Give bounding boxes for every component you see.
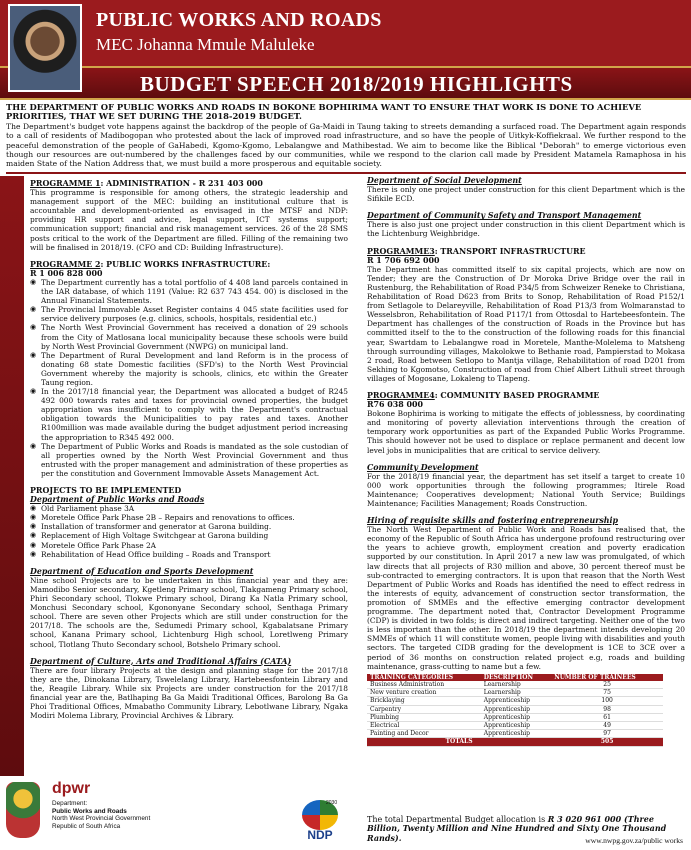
list-item: ◉ The Department of Rural Development and land Reform is in the process of donating 68 state Domestic facilities (SFD's) to the North West Provincial Government whereby the majority is schools, clinics, etc within the Greater Taung region.	[30, 351, 348, 387]
table-header-row	[367, 674, 663, 681]
list-item: ◉ The Department currently has a total portfolio of 4 408 land parcels contained in the IAR database, of which 1191 (Value: R2 637 743 454. 00) is disclosed in the Annual Financial Statements.	[30, 278, 348, 305]
list-item: ◉ The North West Provincial Government has received a donation of 29 schools from the City of Matlosana local municipality because these schools were build by North West Provincial Government (NWPG) on municipal land.	[30, 323, 348, 350]
intro-section	[6, 103, 686, 169]
programme-4-body: Bokone Bophirima is working to mitigate the effects of joblessness, by coordinating and monitoring of poverty alleviation interventions through the creation of temporary work opportunities as part of the Expanded Public Works Programme. This should however not be used to displace or replace permanent and decent low level jobs in municipalities that are critical to service delivery.	[367, 409, 685, 455]
list-item: ◉ The Provincial Immovable Asset Register contains 4 045 state facilities used for service delivery purposes (e.g. clinics, schools, hospitals, residential etc.)	[30, 305, 348, 323]
table-row: Bricklaying Apprenticeship 100	[367, 697, 663, 705]
list-item: ◉ Old Parliament phase 3A	[30, 504, 348, 513]
intro-body: The Department's budget vote happens against the backdrop of the people of Ga-Maidi in Taung taking to streets demanding a surfaced road. The Department again responds to a call of residents of Madibogopan who protested about the lack of improved road infrastructure, and so have the people of Uitkyk-Koffiekraal. We further respond to the peaceful demonstration of the people of GaHabedi, Kgomo-Kgomo, Lebalangwe and Mathibestad. We aim to become like the Biblical "Deborah" to emerge victorious even though our resources are out-numbered by the challenges faced by our communities, while we respond to the clarion call made by President Matamela Ramaphosa in his maiden State of the Nation Address that, we must build a more prosperous and equitable society.	[6, 121, 686, 169]
programme-4-heading: PROGRAMME4: COMMUNITY BASED PROGRAMME	[367, 390, 600, 400]
table-header: DESCRIPTION	[481, 674, 551, 681]
list-item: ◉ The Department of Public Works and Roads is mandated as the sole custodian of all properties owned by the North West Provincial Government and thus entrusted with the proper management and administration of these properties as per the constitution and Government Immovable Assets Management Act.	[30, 442, 348, 478]
dpwr-subheading: Department of Public Works and Roads	[30, 495, 205, 505]
table-row: Electrical Apprenticeship 49	[367, 721, 663, 729]
education-body: Nine school Projects are to be undertaken in this financial year and they are: Mamodibo Senior secondary, Kgetleng Primary school, Tlakgameng Primary school, Phiri Secondary school, Tlokwe Primary school, Dirang Ka Natla Primary school, Monchusi Secondary school, Kgononyane Secondary school, Senthaga Primary school. There are seven other Projects which are still under construction for the 2017/18. The schools are the, Sedumedi Primary school, Kgabalatsane Primary school, Kanana Primary school, Lichtenburg High school, Loretlweng Primary school, Tlotlang Thuto Secondary school, Botshelo Primary school.	[30, 575, 348, 649]
education-subheading: Department of Education and Sports Development	[30, 566, 254, 576]
table-row: Carpentry Apprenticeship 98	[367, 705, 663, 713]
department-logo-block	[6, 780, 206, 844]
social-body: There is only one project under construction for this client Department which is the Sifikile ECD.	[367, 185, 685, 204]
coat-of-arms-icon	[6, 782, 40, 838]
dpwr-logo: dpwr	[52, 780, 91, 797]
ndp-label: NDP	[307, 828, 333, 842]
list-item: ◉ Moretele Office Park Phase 2A	[30, 541, 348, 550]
cata-subheading: Department of Culture, Arts and Traditional Affairs (CATA)	[30, 656, 292, 666]
table-header: NUMBER OF TRAINEES	[551, 674, 663, 681]
left-red-strip	[0, 176, 24, 776]
table-row: New venture creation Learnership 75	[367, 689, 663, 697]
website-link[interactable]: www.nwpg.gov.za/public works	[585, 836, 683, 845]
dpwr-list	[30, 504, 348, 559]
mec-name: MEC Johanna Mmule Maluleke	[96, 35, 315, 54]
ndp-logo	[300, 800, 340, 844]
list-item: ◉ Moretele Office Park Phase 2B – Repairs and renovations to offices.	[30, 513, 348, 522]
hiring-subheading: Hiring of requisite skills and fostering entrepreneurship	[367, 516, 619, 526]
safety-subheading: Department of Community Safety and Transport Management	[367, 211, 642, 221]
social-subheading: Department of Social Development	[367, 176, 522, 185]
community-subheading: Community Development	[367, 462, 479, 472]
cata-body: There are four library Projects at the design and planning stage for the 2017/18 they are the, Dinokana Library, Tswelelang Library, Hartebeesfontein Library and the, Reagile Library. While six Projects are under construction for the 2017/18 financial year are the, Batlhaping Ba Ga Maidi Traditional Offices, Barolong Ba Ga Phoi Traditional Offices, Mmabatho Community Library, Lebotlwane Library, Ngaka Modiri Molema Library, Provincial Archives & Library.	[30, 665, 348, 721]
safety-body: There is also just one project under construction in this client Department which is the Lichtenburg Weighbridge.	[367, 220, 685, 239]
programme-1-heading: PROGRAMME 1: ADMINISTRATION - R 231 403 000	[30, 179, 263, 188]
programme-2-amount: R 1 006 828 000	[30, 268, 103, 278]
ndp-year: 2030	[326, 800, 338, 806]
budget-total: The total Departmental Budget allocation is R 3 020 961 000 (Three Billion, Twenty Million and Nine Hundred and Sixty One Thousand Rands).	[367, 814, 667, 843]
left-column	[30, 176, 348, 720]
programme-1-body: This programme is responsible for among others, the strategic leadership and management support of the MEC: building an institutional culture that is accountable and development-oriented as envisaged in the MTSF and NDP: providing HR support and advice, legal support, ICT systems support; communication support; financial and risk management services. 26 of the 28 SMS posts critical to the work of the Department are filled. Filling of the remaining two will be finalised in 2018/19. (CFO and CD: Building Infrastructure).	[30, 188, 348, 252]
community-body: For the 2018/19 financial year, the department has set itself a target to create 10 000 work opportunities through the following programmes; Itirele Road Maintenance; Cooperatives development; National Youth Service; Buildings Maintenance; Facilities Management; Roads Construction.	[367, 471, 685, 508]
highlights-title: BUDGET SPEECH 2018/2019 HIGHLIGHTS	[140, 72, 573, 96]
highlights-band	[0, 66, 691, 100]
programme-3-heading: PROGRAMME3: TRANSPORT INFRASTRUCTURE	[367, 246, 586, 256]
list-item: ◉ Replacement of High Voltage Switchgear at Garona building	[30, 531, 348, 540]
programme-2-list	[30, 278, 348, 478]
training-table	[367, 674, 663, 747]
divider	[6, 172, 686, 174]
list-item: ◉ In the 2017/18 financial year, the Department was allocated a budget of R245 492 000 towards rates and taxes for provincial owned properties, the budget appropriation was insufficient to comply with the Department's contractual obligation towards the Municipalities to pay rates and taxes. Another R100million was made available during the budget adjustment period increasing the appropriation to R345 492 000.	[30, 387, 348, 442]
list-item: ◉ Installation of transformer and generator at Garona building.	[30, 522, 348, 531]
right-column	[367, 176, 685, 747]
list-item: ◉ Rehabilitation of Head Office building – Roads and Transport	[30, 550, 348, 559]
department-title: PUBLIC WORKS AND ROADS	[96, 9, 382, 31]
programme-3-body: The Department has committed itself to six capital projects, which are now on Tender; they are the Construction of Dr Moroka Drive Bridge over the rail in Rustenburg, the Rehabilitation of Road P34/5 from Schweizer Reneke to Christiana, Rehabilitation of Road D623 from Brits to Sonop, Rehabilitation of Road P152/1 from Setlagole to Delareyville, Rehabilitation of Road P13/3 from Wolmaranstad to Wesselsbron, Rehabilitation of Road P117/1 from Ottosdal to Hartebeesfontein. The Department has challenges of the construction of Roads in the Province but has committed itself to the to the construction of the following roads for this financial year, Swartdam to Lebalangwe road in Moretele, Manthe-Molelema to Matsheng through surrounding villages, Makolokwe to Bethanie road, Pampierstad to Mokasa 2 road, Road between Setlopo to Mantja village, Rehabilitation of road D201 from Sekhing to Kgomotso, Construction of road from Chief Albert Lithuli street through villages of Mogosane, Lokaleng to Tlapeng.	[367, 264, 685, 383]
intro-lead: THE DEPARTMENT OF PUBLIC WORKS AND ROADS IN BOKONE BOPHIRIMA WANT TO ENSURE THAT WORK IS DONE TO ACHIEVE PRIORITIES, THAT WE SET DURING THE 2018-2019 BUDGET.	[6, 102, 642, 122]
programme-3-amount: R 1 706 692 000	[367, 255, 440, 265]
table-total-row: TOTALS 505	[367, 738, 663, 746]
department-lines: Department: Public Works and Roads North West Provincial Government Republic of South Africa	[52, 800, 151, 830]
hiring-body: The North West Department of Public Work and Roads has realised that, the economy of the Republic of South Africa has undergone profound restructuring over the years to achieve growth, employment creation and poverty eradication supported by our constitution. In April 2017 a new law was promulgated, of which law directs that all projects of R30 million and above, 30 percent thereof must be sub-contracted to emerging contractors. It is upon that reason that the North West Department of Public Works and Roads has identified the need to effect redress in the interests of equity, advancement of construction sector transformation, the promotion of SMMEs and the effective emerging contractor development programme. The department noted that, Contractor Development Programme (CDP) is divided in two folds; is direct and indirect targeting. Neither one of the two is less important than the other. In 2018/19 the department intends developing 20 SMMEs of which 11 will constitute women, people living with disabilities and youth sectors. The targeted CIDB grading for the development is 1CE to 3CE over a period of 36 months on construction related project e.g, roads and building maintenance, grass-cutting to name but a few.	[367, 525, 685, 671]
mec-photo	[8, 4, 82, 92]
table-row: Plumbing Apprenticeship 61	[367, 713, 663, 721]
programme-2-heading: PROGRAMME 2: PUBLIC WORKS INFRASTRUCTURE:	[30, 259, 271, 269]
header-bar	[0, 0, 691, 66]
projects-heading: PROJECTS TO BE IMPLEMENTED	[30, 486, 182, 495]
table-row: Painting and Decor Apprenticeship 97	[367, 730, 663, 738]
programme-4-amount: R76 038 000	[367, 400, 423, 410]
table-header: TRAINING CATEGORIES	[367, 674, 481, 681]
table-row: Business Administration Learnership 25	[367, 681, 663, 689]
